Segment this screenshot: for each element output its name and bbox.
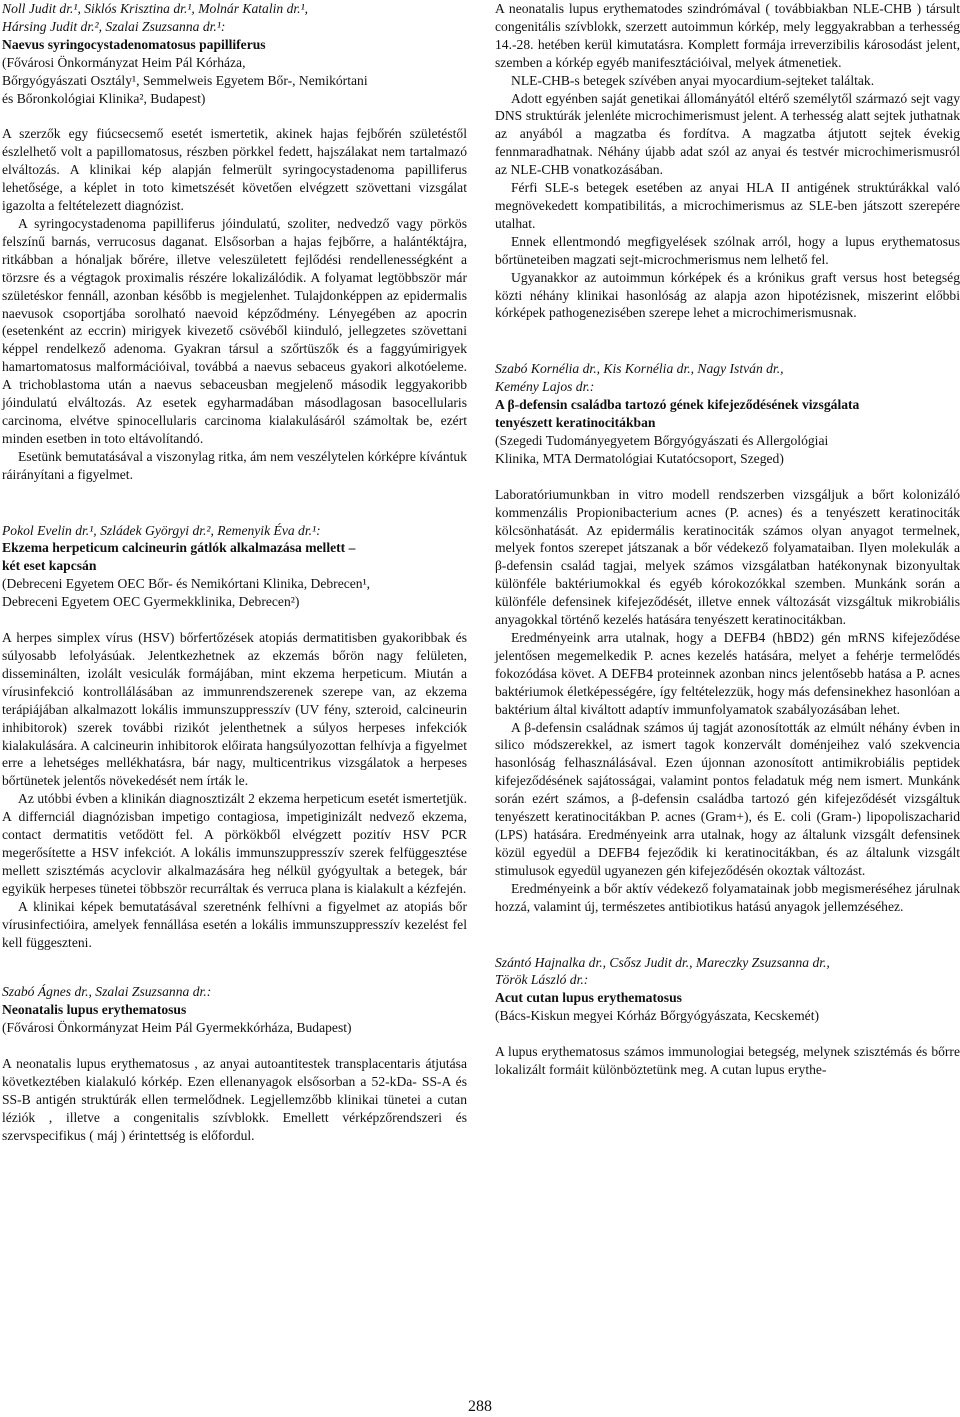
body-paragraph: Eredményeink a bőr aktív védekező folyamatainak jobb megismeréséhez járulnak hozzá, valamint új, természetes antibiotikus hatású anyagok jellemzéséhez. (495, 880, 960, 914)
body-paragraph: Az utóbbi évben a klinikán diagnosztizált 2 ekzema herpeticum esetét ismertetjük. A differnciál diagnózisban impetigo contagiosa, impetiginizált nedvező ekzema, contact dermatitis vetődött fel. A pörkökből elvégzett pozitív HSV PCR megerősítette a HSV infekciót. A lokális immunszuppresszív szerek felfüggesztése mellett szisztémás acyclovir alkalmazására heg nélkül gyógyultak a betegek, bár egyikük herpeses tünetei többször recurráltak és verruca plana is kialakult a kézfején. (2, 791, 467, 896)
body-paragraph: Férfi SLE-s betegek esetében az anyai HLA II antigének struktúrákkal való megnövekedett kompatibilitás, a microchimerismus az SLE-ben játszott szerepére utalhat. (495, 180, 960, 231)
body-paragraph: NLE-CHB-s betegek szívében anyai myocardium-sejteket találtak. (511, 72, 875, 88)
author-list: Szabó Ágnes dr., Szalai Zsuzsanna dr.: (2, 984, 212, 1000)
abstract-beta-defensin (495, 360, 960, 915)
abstract-naevus-syringocystadenomatosus (2, 0, 467, 484)
affiliation: (Bács-Kiskun megyei Kórház Bőrgyógyászata, Kecskemét) (495, 1008, 820, 1024)
affiliation: és Bőronkológiai Klinika², Budapest) (2, 90, 206, 106)
author-list: Noll Judit dr.¹, Siklós Krisztina dr.¹, Molnár Katalin dr.¹, (2, 1, 309, 16)
author-list: Szabó Kornélia dr., Kis Kornélia dr., Nagy István dr., (495, 361, 784, 377)
author-list: Török László dr.: (495, 972, 589, 988)
body-paragraph: A neonatalis lupus erythematodes szindrómával ( továbbiakban NLE-CHB ) társult congenitális szívblokk, szerzett autoimmun kórkép, mely leggyakrabban a terhesség 14.-28. hetében kerül kimutatásra. Komplett formája irreverzibilis károsodást jelent, szemben a kórkép egyéb manifesztációival, melyek átmenetiek. (495, 1, 960, 70)
author-list: Kemény Lajos dr.: (495, 379, 595, 395)
left-column (2, 0, 467, 1145)
abstract-acut-cutan-lupus (495, 954, 960, 1079)
abstract-title: Ekzema herpeticum calcineurin gátlók alkalmazása mellett – (2, 540, 356, 556)
right-column (495, 0, 960, 1079)
page-number: 288 (468, 1398, 492, 1415)
body-paragraph: A syringocystadenoma papilliferus jóindulatú, szoliter, nedvedző vagy pörkös felszínű barnás, verrucosus daganat. Elsősorban a hajas fejbőrre, a halántéktájra, ritkábban a hónaljak bőrére, illetve veleszületett fejlődési rendellenességként a törzsre és a végtagok proximalis részére lokalizálódik. A folyamat legtöbbször már születéskor fennáll, azonban később is megjelenhet. Tulajdonképpen az epidermalis naevusok csoportjába sorolható naevoid képződmény. Lényegében az apocrin (esetenként az eccrin) mirigyek kivezető csövéből kiinduló, jellegzetes szövettani képpel rendelkező adenoma. Gyakran társul a szőrtüszők és a faggyúmirigyek hamartomatosus malformációival, továbbá a naevus sebaceus gyakori alkotóeleme. A trichoblastoma után a naevus sebaceusban megjelenő második leggyakoribb jóindulatú elváltozás. Az esetek egyharmadában másodlagosan basocellularis carcinoma, elvétve spinocellularis carcinoma kialakulásáról számoltak be, ezért minden esetben in toto eltávolítandó. (2, 215, 467, 446)
body-paragraph: A herpes simplex vírus (HSV) bőrfertőzések atopiás dermatitisben gyakoribbak és súlyosabb lefolyásúak. Jelentkezhetnek az ekzemás bőrön nagy felületen, disseminálten, izolált vesiculák formájában, mint ekzema herpeticum. Miután a vírusinfekció kontrollálásában az immunrendszerenek szerepe van, az ekzema terápiájában alkalmazott lokális immunszuppresszív (UV fény, szteroid, calcineurin inhibitorok) szerek további rizikót jelenthetnek a súlyos herpeses infekciók kialakulására. A calcineurin inhibitorok előirata hangsúlyozottan felhívja a figyelmet erre a lehetséges mellékhatásra, bár nagy, multicentrikus vizsgálatok a herpeses bőrtünetek jelentős növekedését nem írták le. (2, 630, 467, 789)
abstract-title: Naevus syringocystadenomatosus papilliferus (2, 36, 266, 52)
affiliation: (Debreceni Egyetem OEC Bőr- és Nemikórtani Klinika, Debrecen¹, (2, 576, 371, 592)
affiliation: Bőrgyógyászati Osztály¹, Semmelweis Egyetem Bőr-, Nemikórtani (2, 72, 368, 88)
body-paragraph: A klinikai képek bemutatásával szeretnénk felhívni a figyelmet az atopiás bőr vírusinfectióira, amelyek fennállása esetén a lokális immunszuppresszív kezelést fel kell függeszteni. (2, 898, 467, 950)
abstract-title: Neonatalis lupus erythematosus (2, 1002, 187, 1018)
affiliation: Klinika, MTA Dermatológiai Kutatócsoport, Szeged) (495, 450, 784, 466)
body-paragraph: Laboratóriumunkban in vitro modell rendszerben vizsgáljuk a bőrt kolonizáló kommenzális Propionibacterium acnes (P. acnes) és a tenyészett keratinociták kölcsönhatását. Az epidermális keratinociták számos olyan anyagot termelnek, melyek fontos szerepet játszanak a bőr védekező folyamataiban. Ilyen molekulák a β-defensin család tagjai, melyek számos vizsgálatban hatékonynak bizonyultak különféle baktériumokkal és egyéb kórokozókkal szemben. Munkánk során a különféle defensinek kifejeződését, illetve ennek változását vizsgáltuk mikrobiális anyagokkal történő kezelés hatására tenyészett keratinocitákban. (495, 486, 960, 628)
abstract-neonatalis-lupus-continued (495, 0, 960, 322)
abstract-neonatalis-lupus (2, 983, 467, 1144)
body-paragraph: A neonatalis lupus erythematosus , az anyai autoantitestek transplacentaris átjutása következtében kialakuló kórkép. Ezen ellenanyagok elsősorban a 52-kDa- SS-A és SS-B antigén struktúrák ellen termelődnek. Legjellemzőbb klinikai tünetei a cutan léziók , illetve a congenitalis szívblokk. Emellett vérképzőrendszeri és szervspecifikus ( máj ) érintettség is előfordul. (2, 1056, 467, 1143)
body-paragraph: Esetünk bemutatásával a viszonylag ritka, ám nem veszélytelen kórképre kívántuk ráirányítani a figyelmet. (2, 448, 467, 482)
body-paragraph: A szerzők egy fiúcsecsemő esetét ismertetik, akinek hajas fejbőrén születéstől észlelhető volt a papillomatosus, részben pörkkel fedett, hajszálakat nem tartalmazó elváltozás. A klinikai kép alapján felmerült syringocystadenoma papilliferus lehetősége, a képlet in toto kimetszését követően elvégzett szövettani vizsgálat igazolta a feltételezett diagnózist. (2, 126, 467, 214)
body-paragraph: Adott egyénben saját genetikai állományától eltérő személytől származó sejt vagy DNS struktúrák jelenléte microchimerismust jelent. A terhesség alatt sejtek juthatnak az anyából a magzatba és fordítva. A magzatba átjutott sejtek évekig fennmaradhatnak. Néhány újabb adat szól az anyai és testvér microchimerismusról az NLE-CHB vonatkozásában. (495, 90, 960, 178)
abstract-title: Acut cutan lupus erythematosus (495, 990, 682, 1006)
author-list: Szántó Hajnalka dr., Csősz Judit dr., Mareczky Zsuzsanna dr., (495, 954, 830, 970)
abstract-title: tenyészett keratinocitákban (495, 415, 656, 431)
body-paragraph: Ugyanakkor az autoimmun kórképek és a krónikus graft versus host betegség közti néhány klinikai hasonlóság az alapja azon hipotézisnek, miszerint előbbi kórképek pathogenezisében szerepe lehet a microchimerismusnak. (495, 269, 960, 321)
affiliation: (Fővárosi Önkormányzat Heim Pál Kórháza, (2, 54, 246, 70)
affiliation: (Fővárosi Önkormányzat Heim Pál Gyermekkórháza, Budapest) (2, 1020, 352, 1036)
affiliation: (Szegedi Tudományegyetem Bőrgyógyászati és Allergológiai (495, 432, 829, 448)
abstract-title: két eset kapcsán (2, 558, 97, 574)
body-paragraph: A lupus erythematosus számos immunologiai betegség, melynek szisztémás és bőrre lokalizált formáit különböztetünk meg. A cutan lupus erythe- (495, 1044, 960, 1078)
body-paragraph: Ennek ellentmondó megfigyelések szólnak arról, hogy a lupus erythematosus bőrtüneteiben magzati sejt-microchmerismus nem lelhető fel. (495, 233, 960, 267)
body-paragraph: Eredményeink arra utalnak, hogy a DEFB4 (hBD2) gén mRNS kifejeződése jelentősen megemelkedik P. acnes kezelés hatására, melyet a fehérje termelődés fokozódása követ. A DEFB4 proteinnek azonban nincs jelentősebb hatása a P. acnes baktériumok életképességére, így feltételezzük, hogy más defensinekhez hasonlóan a baktérium által kiváltott adaptív immunfolyamatok szabályozásában lehet. (495, 630, 960, 717)
author-list: Hársing Judit dr.², Szalai Zsuzsanna dr.¹: (2, 18, 226, 34)
body-paragraph: A β-defensin családnak számos új tagját azonosították az elmúlt néhány évben in silico módszerekkel, az ismert tagok konzervált doménjeihez való szekvencia hasonlóság felhasználásával. Ezen újonnan azonosított antimikrobiális peptidek kifejeződésének sajátosságai, valamint pontos feladatuk még nem ismert. Munkánk során ezért számos, a β-defensin családba tartozó gén kifejeződését vizsgáltuk tenyészett keratinocitákban P. acnes (Gram+), és E. coli (Gram-) lipopoliszacharid (LPS) hatására. Eredményeink arra utalnak, hogy az általunk vizsgált defensinek közül egyedül a DEFB4 fejeződik ki keratinocitákban, és az általunk vizsgált stimulusok egyedül ugyanezen gén kifejeződésén okoztak változást. (495, 719, 960, 878)
abstract-title: A β-defensin családba tartozó gének kifejeződésének vizsgálata (495, 397, 860, 413)
affiliation: Debreceni Egyetem OEC Gyermekklinika, Debrecen²) (2, 594, 300, 610)
author-list: Pokol Evelin dr.¹, Szládek Györgyi dr.², Remenyik Éva dr.¹: (2, 522, 321, 538)
abstract-ekzema-herpeticum (2, 522, 467, 952)
